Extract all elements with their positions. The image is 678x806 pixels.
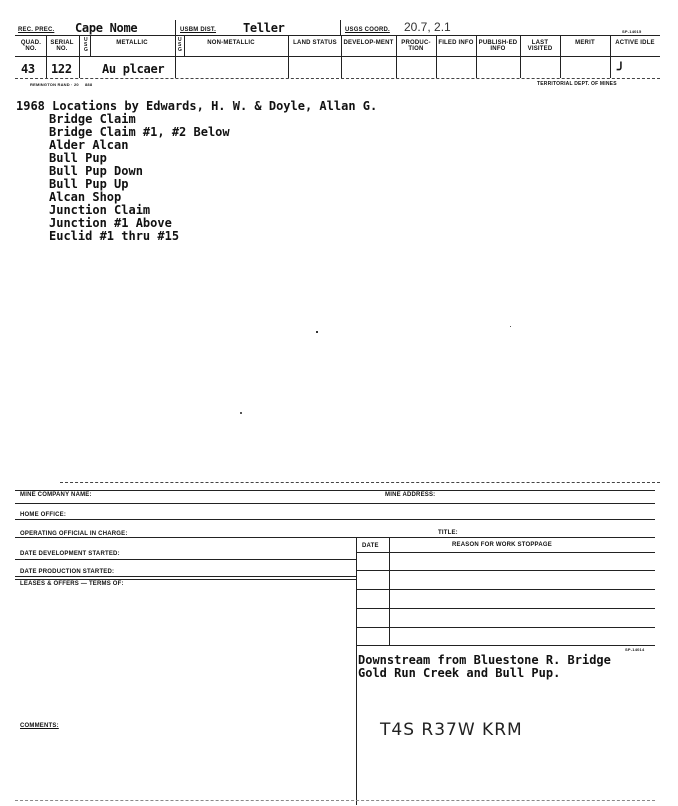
col-production: PRODUC-TION	[401, 40, 431, 52]
rec-prec-value: Cape Nome	[75, 21, 138, 35]
col-quad-no: QUAD. NO.	[20, 40, 42, 52]
usg-marker-nonmetallic: U S G	[178, 37, 183, 53]
col-active-idle: ACTIVE IDLE	[615, 40, 655, 46]
leases-label: LEASES & OFFERS — TERMS OF:	[20, 581, 124, 587]
col-development: DEVELOP-MENT	[343, 40, 394, 46]
title-label: TITLE:	[438, 530, 458, 536]
record-quad-no: 43	[21, 62, 35, 76]
list-item: Junction #1 Above	[49, 216, 172, 230]
list-item: Alder Alcan	[49, 138, 129, 152]
handwritten-location: T4S R37W KRM	[380, 720, 523, 740]
record-serial-no: 122	[51, 62, 72, 76]
note-line-2: Gold Run Creek and Bull Pup.	[358, 666, 561, 680]
speck	[510, 326, 511, 327]
date-development-label: DATE DEVELOPMENT STARTED:	[20, 551, 120, 557]
col-published-info: PUBLISH-ED INFO	[478, 40, 518, 52]
mine-company-name-label: MINE COMPANY NAME:	[20, 492, 92, 498]
usg-marker-metallic: U S G	[84, 37, 89, 53]
col-land-status: LAND STATUS	[293, 40, 337, 46]
list-item: Bull Pup	[49, 151, 107, 165]
col-metallic: METALLIC	[116, 40, 148, 46]
record-metallic: Au plcaer	[102, 62, 165, 76]
col-filed-info: FILED INFO	[438, 40, 474, 46]
form-number-top: SP-14015	[622, 29, 642, 34]
comments-label: COMMENTS:	[20, 723, 59, 729]
usbm-dist-label: USBM DIST.	[180, 27, 217, 33]
col-non-metallic: NON-METALLIC	[207, 40, 255, 46]
stoppage-date-col: DATE	[362, 543, 379, 549]
remington-label: REMINGTON RAND · 20	[30, 82, 79, 87]
claims-list	[49, 113, 230, 243]
list-item: Alcan Shop	[49, 190, 122, 204]
rec-prec-label: REC. PREC.	[18, 27, 55, 33]
list-item: Bull Pup Down	[49, 164, 143, 178]
date-production-label: DATE PRODUCTION STARTED:	[20, 569, 115, 575]
col-last-visited: LAST VISITED	[527, 40, 553, 52]
usgs-coord-label: USGS COORD.	[345, 27, 390, 33]
speck	[316, 331, 318, 333]
remington-code: 888	[85, 82, 93, 87]
speck	[240, 412, 242, 414]
note-line-1: Downstream from Bluestone R. Bridge	[358, 653, 611, 667]
usbm-dist-value: Teller	[243, 21, 285, 35]
operating-official-label: OPERATING OFFICIAL IN CHARGE:	[20, 531, 128, 537]
home-office-label: HOME OFFICE:	[20, 512, 67, 518]
col-serial-no: SERIAL NO.	[50, 40, 74, 52]
body-line-heading: 1968 Locations by Edwards, H. W. & Doyle, Allan G.	[16, 99, 378, 113]
stoppage-reason-col: REASON FOR WORK STOPPAGE	[452, 542, 552, 548]
list-item: Bridge Claim	[49, 112, 136, 126]
list-item: Junction Claim	[49, 203, 151, 217]
col-merit: MERIT	[575, 40, 595, 46]
active-mark-icon: ╯	[617, 62, 625, 77]
mine-address-label: MINE ADDRESS:	[385, 492, 436, 498]
list-item: Bull Pup Up	[49, 177, 129, 191]
list-item: Bridge Claim #1, #2 Below	[49, 125, 230, 139]
usgs-coord-value: 20.7, 2.1	[404, 20, 451, 34]
territorial-label: TERRITORIAL DEPT. OF MINES	[537, 81, 617, 87]
list-item: Euclid #1 thru #15	[49, 229, 180, 243]
form-number-bottom: SP-14014	[625, 647, 645, 652]
